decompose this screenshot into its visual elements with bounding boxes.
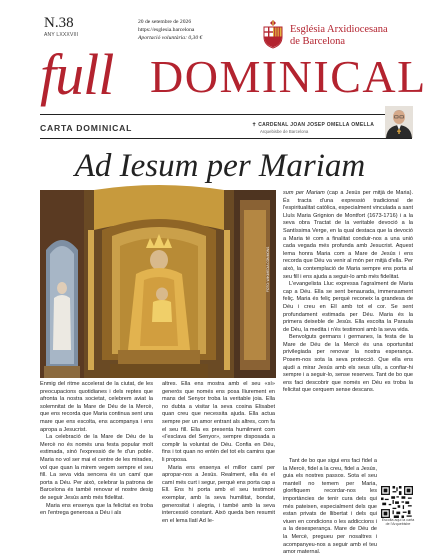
- article-column-3-bottom: [283, 458, 377, 557]
- paragraph: La celebració de la Mare de Déu de la Mercè no és només una festa popular molt estimada, sinó l'expressió de fe d'un poble. Maria no vol ser mai el centre de les mirades, vol que quan la mirem vegem sempre el seu fill. La seva vida sencera és un camí que porta a Déu. Per això, celebrar la patrona de Barcelona és també renovar el nostre desig de seguir Jesús amb més fidelitat.: [40, 434, 153, 501]
- author-portrait: [385, 106, 413, 138]
- author-role: Arquebisbe de Barcelona: [260, 129, 309, 134]
- paragraph: Maria ens ensenya que la felicitat es troba en l'entrega generosa a Déu i als: [40, 502, 153, 517]
- cross-icon: ✝: [252, 122, 259, 128]
- section-label: CARTA DOMINICAL: [40, 123, 133, 133]
- masthead-rule: [40, 114, 412, 115]
- paragraph: sum per Mariam (cap a Jesús per mitjà de Maria). És tracta d'una expressió tradicional de l'espiritualitat catòlica, especialment vinculada a sant Lluís Maria Grignion de Montfort (1673-1716) i a la seva obra Tractat de la veritable devoció a la Santíssima Verge, en la qual destaca que la devoció a Maria té com a finalitat conduir-nos a una unió cada vegada més profunda amb Jesucrist. Aquest lema honra Maria com a Mare de Jesús i ens recorda que Déu va venir al món per mitjà d'ella. Per això, la contemplació de Maria sempre ens porta al seu fill i ens ajuda a seguir-lo amb més fidelitat.: [283, 190, 413, 280]
- article-column-2: [162, 381, 275, 525]
- brand-name-line2: de Barcelona: [290, 36, 346, 47]
- paragraph: altres. Ella ens mostra amb el seu «sí» generós que només ens posa lliurement en mans del Senyor troba la veritable joia. Ella no dubta a visitar la seva cosina Elisabet quan creu que necessita ajuda. Ella actua sempre per un amor entrant als altres, com fa el seu fill. Ella es presenta humilment com «l'esclava del Senyor», sempre disposada a complir la voluntat de Déu. Confia en Déu, fins i tot quan no entén del tot els camins que li proposa.: [162, 381, 275, 463]
- article-photo: [40, 190, 276, 378]
- article-column-1: [40, 381, 153, 518]
- qr-code-icon[interactable]: [381, 486, 413, 518]
- masthead-full: full: [40, 42, 114, 107]
- brand-name-line1: Església Arxidiocesana: [290, 24, 388, 35]
- contribution-note: Aportació voluntària: 0,30 €: [138, 35, 203, 41]
- article-column-3: [283, 190, 413, 395]
- masthead: [40, 34, 427, 107]
- paragraph: Benvolguts germans i germanes, la festa de la Mare de Déu de la Mercè és una oportunitat privilegiada per renovar la nostra esperança. Posem-nos sota la seva protecció. Que ella ens ajudi a mirar Jesús amb els seus ulls, a confiar-hi sempre i a seguir-lo, sense reserves. Tant de bo que ens faci descobrir que només en Déu es troba la felicitat que cerquem sense descans.: [283, 334, 413, 394]
- website-link[interactable]: https://esglesia.barcelona: [138, 27, 195, 33]
- author-block: [252, 122, 382, 134]
- paragraph: L'evangelista Lluc expressa l'agraïment de Maria cap a Déu. Ella se sent benaurada, immensament feliç. Maria és feliç perquè reconeix la grandesa de Déu i creu en Ell amb tot el cor. Se sent profundament estimada per Déu. Maria és la primera deixeble de Jesús. Ella escolta la Paraula de Déu, la medita i n'és testimoni amb la seva vida.: [283, 281, 413, 333]
- issue-date: 20 de setembre de 2026: [138, 19, 192, 25]
- issue-number: N.38: [44, 15, 74, 31]
- qr-caption: Escolta aquí la carta de l'Arquebisbe: [381, 518, 415, 527]
- paragraph: Tant de bo que sigui ens faci fidel a la Mercè, fidel a la creu, fidel a Jesús, guia els nostres passos. Sota el seu mantell no temem per Maria, glorifiquem recordar-nos les importàncies de tenir cura dels qui més pateixen, especialment dels que estan privats de llibertat i dels qui viuen en condicions o les addiccions i a la desesperança. Mare de Déu de la Mercè, pregueu per nosaltres i acompanyeu-nos a seguir amb el teu amor maternal.: [283, 458, 377, 556]
- masthead-dominical: DOMINICAL: [150, 51, 427, 102]
- author-name: ✝ CARDENAL JOAN JOSEP OMELLA OMELLA: [252, 122, 375, 128]
- paragraph: Maria ens ensenya el millor camí per apropar-nos a Jesús. Realment, ella és el camí més curt i segur, perquè ens porta cap a Ell. Ens hi porta amb el seu testimoni exemplar, amb la seva humilitat, bondat, generositat i alegria, i també amb la seva intercessió constant. Això queda ben resumit en el lema llatí Ad Ie-: [162, 464, 275, 524]
- section-rule: [40, 138, 412, 139]
- article-headline: Ad Iesum per Mariam: [74, 148, 366, 184]
- paragraph: Enmig del ritme accelerat de la ciutat, de les preocupacions quotidianes i dels reptes que afronta la nostra societat, celebrem aviat la solemnitat de la Mare de Déu de la Mercè, que ens recorda que Maria continua sent una mare que ens escolta, ens acompanya i ens apropa a Jesucrist.: [40, 381, 153, 433]
- issue-year: ANY LXXXVIII: [44, 32, 79, 38]
- photo-credit: FOTO: WIKIMEDIA COMMONS: [266, 246, 270, 292]
